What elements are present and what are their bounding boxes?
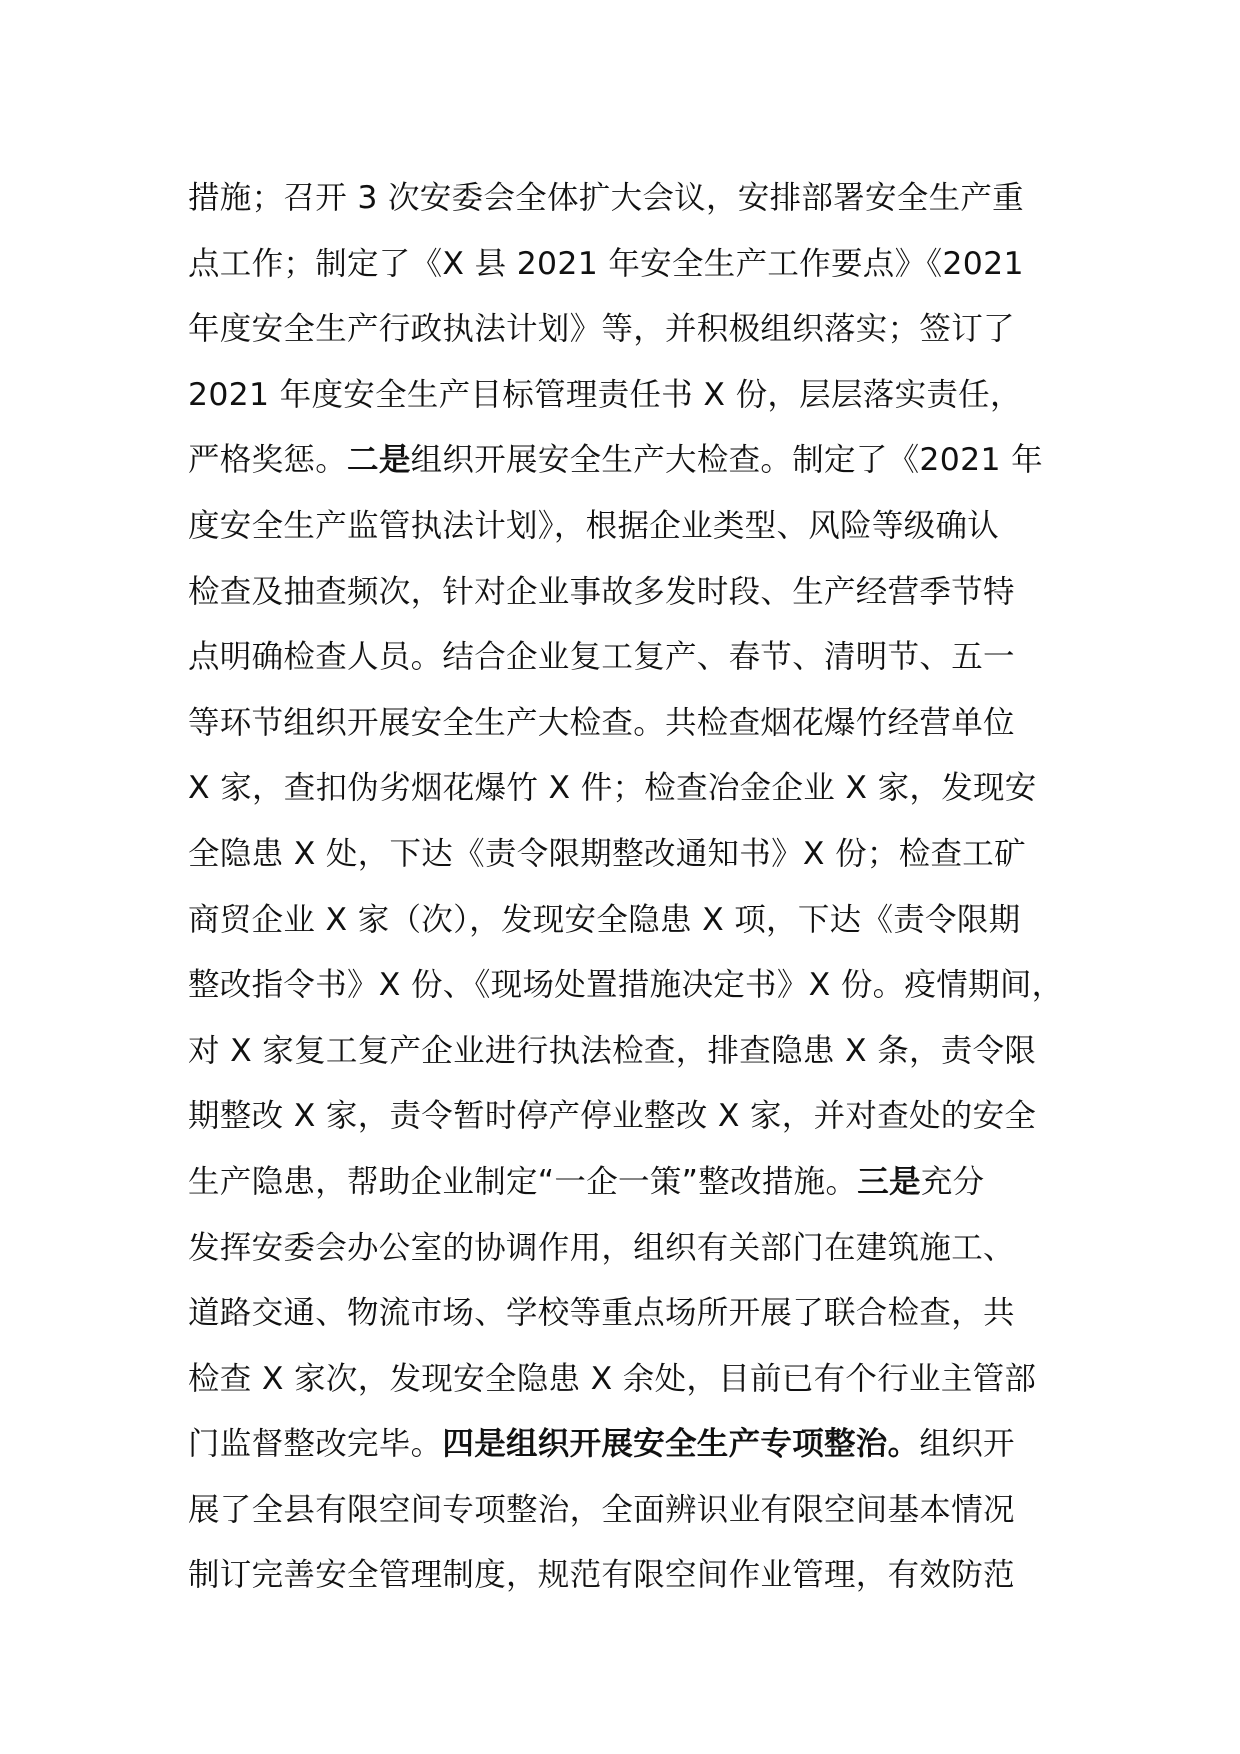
text-segment: 点明确检查人员。结合企业复工复产、春节、清明节、五一: [188, 639, 1015, 676]
text-segment: X 家，查扣伪劣烟花爆竹 X 件；检查冶金企业 X 家，发现安: [188, 770, 1037, 807]
text-segment: 商贸企业 X 家（次），发现安全隐患 X 项，下达《责令限期: [188, 901, 1021, 938]
text-line: [188, 1543, 1088, 1609]
text-line: [188, 691, 1088, 757]
text-segment: 等环节组织开展安全生产大检查。共检查烟花爆竹经营单位: [188, 704, 1015, 741]
text-line: [188, 822, 1088, 888]
body-text: [188, 166, 1088, 1609]
text-line: [188, 1216, 1088, 1282]
text-segment: 生产隐患，帮助企业制定“一企一策”整改措施。: [188, 1163, 858, 1200]
bold-text-segment: 三是: [857, 1163, 921, 1200]
text-segment: 度安全生产监管执法计划》，根据企业类型、风险等级确认: [188, 507, 1000, 544]
text-line: [188, 494, 1088, 560]
text-line: [188, 1281, 1088, 1347]
bold-text-segment: 二是: [347, 442, 411, 479]
text-segment: 整改指令书》X 份、《现场处置措施决定书》X 份。疫情期间，: [188, 967, 1064, 1004]
text-segment: 组织开: [919, 1426, 1015, 1463]
text-line: [188, 428, 1088, 494]
text-segment: 期整改 X 家，责令暂时停产停业整改 X 家，并对查处的安全: [188, 1098, 1037, 1135]
text-line: [188, 756, 1088, 822]
text-line: [188, 888, 1088, 954]
text-segment: 发挥安委会办公室的协调作用，组织有关部门在建筑施工、: [188, 1229, 1015, 1266]
text-segment: 全隐患 X 处，下达《责令限期整改通知书》X 份；检查工矿: [188, 835, 1026, 872]
text-line: [188, 1478, 1088, 1544]
text-line: [188, 625, 1088, 691]
text-segment: 严格奖惩。: [188, 442, 348, 479]
text-line: [188, 232, 1088, 298]
text-line: [188, 1347, 1088, 1413]
text-line: [188, 1019, 1088, 1085]
text-segment: 检查 X 家次，发现安全隐患 X 余处，目前已有个行业主管部: [188, 1360, 1037, 1397]
text-line: [188, 953, 1088, 1019]
text-segment: 检查及抽查频次，针对企业事故多发时段、生产经营季节特: [188, 573, 1015, 610]
text-segment: 道路交通、物流市场、学校等重点场所开展了联合检查，共: [188, 1295, 1015, 1332]
text-line: [188, 1412, 1088, 1478]
text-line: [188, 363, 1088, 429]
bold-text-segment: 四是组织开展安全生产专项整治。: [442, 1426, 920, 1463]
text-segment: 组织开展安全生产大检查。制定了《2021 年: [410, 442, 1043, 479]
text-line: [188, 560, 1088, 626]
text-segment: 年度安全生产行政执法计划》等，并积极组织落实；签订了: [188, 311, 1015, 348]
text-segment: 制订完善安全管理制度，规范有限空间作业管理，有效防范: [188, 1557, 1015, 1594]
text-line: [188, 1084, 1088, 1150]
text-line: [188, 166, 1088, 232]
text-segment: 2021 年度安全生产目标管理责任书 X 份，层层落实责任，: [188, 376, 1022, 413]
text-segment: 充分: [920, 1163, 985, 1200]
text-segment: 对 X 家复工复产企业进行执法检查，排查隐患 X 条，责令限: [188, 1032, 1037, 1069]
text-line: [188, 297, 1088, 363]
text-segment: 措施；召开 3 次安委会全体扩大会议，安排部署安全生产重: [188, 180, 1024, 216]
text-segment: 展了全县有限空间专项整治，全面辨识业有限空间基本情况: [188, 1491, 1015, 1528]
text-line: [188, 1150, 1088, 1216]
text-segment: 门监督整改完毕。: [188, 1426, 443, 1463]
text-segment: 点工作；制定了《X 县 2021 年安全生产工作要点》《2021: [188, 245, 1024, 282]
